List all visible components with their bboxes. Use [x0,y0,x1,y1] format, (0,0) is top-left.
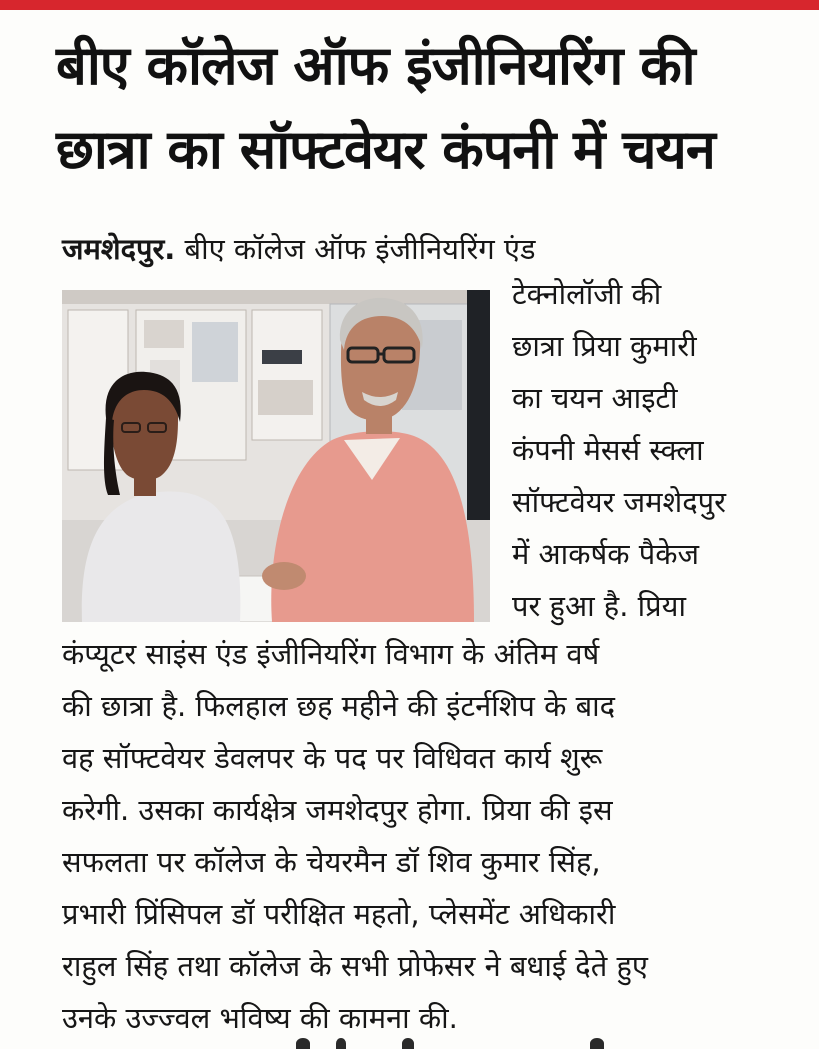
wrap-line: का चयन आइटी [512,381,678,415]
wrap-line: कंपनी मेसर्स स्क्ला [512,433,704,467]
body-line: कंप्यूटर साइंस एंड इंजीनियरिंग विभाग के अंतिम वर्ष [62,637,600,671]
body-line: प्रभारी प्रिंसिपल डॉ परीक्षित महतो, प्लेसमेंट अधिकारी [62,897,616,931]
body-line: राहुल सिंह तथा कॉलेज के सभी प्रोफेसर ने बधाई देते हुए [62,949,648,983]
headline-line-2: छात्रा का सॉफ्टवेयर कंपनी में चयन [56,118,715,181]
next-article-cutoff [0,1038,819,1049]
wrap-line: छात्रा प्रिया कुमारी [512,329,697,363]
dateline: जमशेदपुर. [62,232,176,266]
headline [56,24,796,192]
body-line: करेगी. उसका कार्यक्षेत्र जमशेदपुर होगा. प्रिया की इस [62,793,613,827]
article-photo [62,290,490,622]
headline-line-1: बीए कॉलेज ऑफ इंजीनियरिंग की [56,34,695,97]
body-line: उनके उज्ज्वल भविष्य की कामना की. [62,1001,458,1035]
body-line: सफलता पर कॉलेज के चेयरमैन डॉ शिव कुमार सिंह, [62,845,601,879]
article-body [62,628,802,1044]
body-line: वह सॉफ्टवेयर डेवलपर के पद पर विधिवत कार्य शुरू [62,741,603,775]
article-first-line [62,224,535,274]
first-line-text: बीए कॉलेज ऑफ इंजीनियरिंग एंड [175,232,536,266]
wrap-line: सॉफ्टवेयर जमशेदपुर [512,485,726,519]
body-line: की छात्रा है. फिलहाल छह महीने की इंटर्नशिप के बाद [62,689,616,723]
wrap-line: टेक्नोलॉजी की [512,277,662,311]
article-wrap-column [512,268,802,632]
wrap-line: पर हुआ है. प्रिया [512,589,686,623]
top-accent-bar [0,0,819,10]
wrap-line: में आकर्षक पैकेज [512,537,699,571]
